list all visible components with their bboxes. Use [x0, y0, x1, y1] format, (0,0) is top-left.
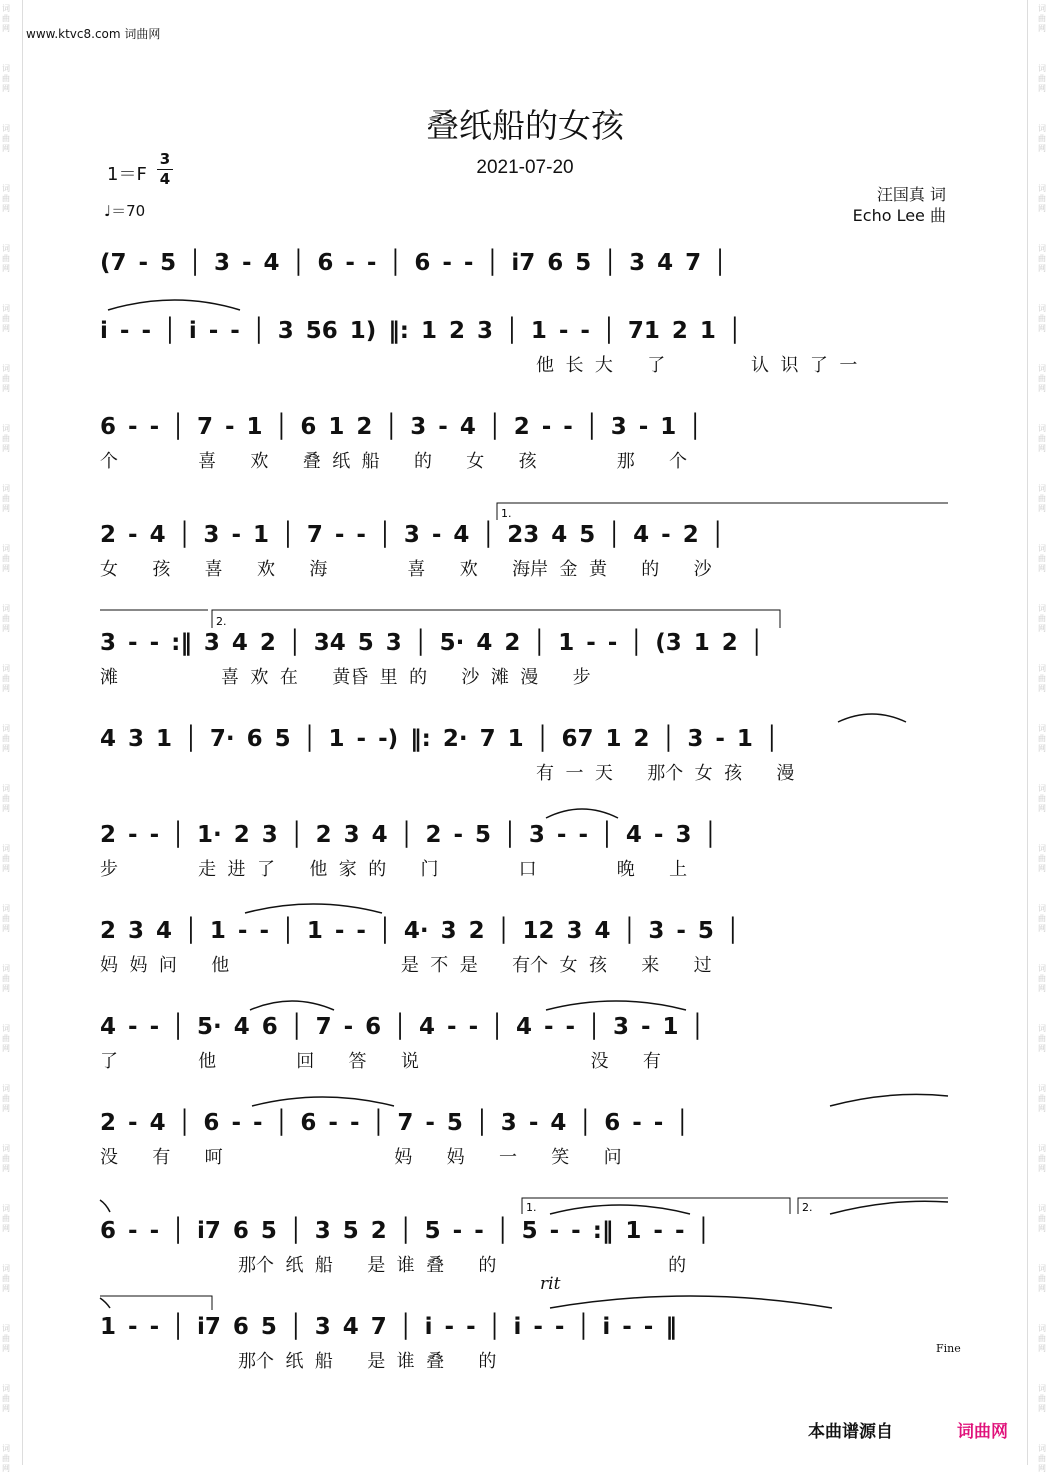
watermark-char: 曲 [2, 974, 10, 983]
watermark-char: 曲 [1038, 1394, 1046, 1403]
watermark-char: 网 [2, 1104, 10, 1113]
watermark-char: 词 [1038, 424, 1046, 433]
watermark-char: 网 [2, 1404, 10, 1413]
watermark-char: 网 [1038, 864, 1046, 873]
watermark-char: 网 [1038, 1404, 1046, 1413]
watermark-char: 词 [2, 1084, 10, 1093]
watermark-char: 网 [2, 324, 10, 333]
notation-line: 2 - 4 │ 3 - 1 │ 7 - - │ 3 - 4 │ 23 4 5 │ 4 - 2 │ [100, 522, 725, 548]
watermark-char: 词 [1038, 1324, 1046, 1333]
watermark-char: 词 [1038, 904, 1046, 913]
watermark-char: 网 [1038, 1344, 1046, 1353]
watermark-char: 词 [1038, 364, 1046, 373]
watermark-char: 网 [1038, 1044, 1046, 1053]
watermark-char: 曲 [2, 1034, 10, 1043]
watermark-char: 词 [2, 1144, 10, 1153]
watermark-char: 网 [1038, 1224, 1046, 1233]
watermark-char: 曲 [1038, 254, 1046, 263]
watermark-char: 曲 [2, 1154, 10, 1163]
watermark-char: 曲 [1038, 674, 1046, 683]
watermark-char: 网 [2, 84, 10, 93]
watermark-char: 网 [2, 264, 10, 273]
watermark-char: 词 [1038, 64, 1046, 73]
notation-line: 4 - - │ 5· 4 6 │ 7 - 6 │ 4 - - │ 4 - - │ 3 - 1 │ [100, 1014, 705, 1040]
watermark-char: 词 [1038, 544, 1046, 553]
watermark-char: 曲 [1038, 1454, 1046, 1463]
watermark-char: 网 [1038, 504, 1046, 513]
tempo-mark: ♩＝70 [104, 202, 146, 220]
lyric-line: 那个 纸 船 是 谁 叠 的 的 [238, 1255, 687, 1276]
notation-line: 2 - 4 │ 6 - - │ 6 - - │ 7 - 5 │ 3 - 4 │ 6 - - │ [100, 1110, 690, 1136]
notation-line: 4 3 1 │ 7· 6 5 │ 1 - -) ‖: 2· 7 1 │ 67 1 2 │ 3 - 1 │ [100, 726, 779, 752]
watermark-char: 网 [2, 924, 10, 933]
composer: Echo Lee 曲 [852, 206, 946, 225]
notation-line: 3 - - :‖ 3 4 2 │ 34 5 3 │ 5· 4 2 │ 1 - - │ (3 1 2 │ [100, 630, 764, 656]
song-date: 2021-07-20 [476, 157, 574, 178]
watermark-char: 网 [2, 1044, 10, 1053]
watermark-char: 词 [1038, 784, 1046, 793]
lyric-line: 有 一 天 那个 女 孩 漫 [536, 763, 795, 784]
watermark-char: 网 [1038, 1284, 1046, 1293]
watermark-char: 网 [1038, 1164, 1046, 1173]
watermark-char: 曲 [1038, 1154, 1046, 1163]
watermark-char: 曲 [1038, 854, 1046, 863]
watermark-char: 网 [2, 624, 10, 633]
watermark-char: 网 [2, 804, 10, 813]
watermark-char: 曲 [2, 614, 10, 623]
lyric-line: 那个 纸 船 是 谁 叠 的 [238, 1351, 497, 1372]
watermark-char: 网 [1038, 924, 1046, 933]
svg-text:2.: 2. [216, 615, 227, 628]
notation-line: 2 3 4 │ 1 - - │ 1 - - │ 4· 3 2 │ 12 3 4 │ 3 - 5 │ [100, 918, 740, 944]
watermark-char: 网 [2, 864, 10, 873]
watermark-char: 曲 [2, 74, 10, 83]
watermark-char: 曲 [2, 734, 10, 743]
watermark-char: 网 [2, 1224, 10, 1233]
svg-text:1.: 1. [526, 1201, 537, 1214]
watermark-char: 曲 [1038, 494, 1046, 503]
watermark-char: 词 [2, 784, 10, 793]
watermark-char: 曲 [1038, 614, 1046, 623]
watermark-char: 词 [2, 1024, 10, 1033]
watermark-char: 曲 [2, 314, 10, 323]
watermark-char: 网 [1038, 1104, 1046, 1113]
watermark-char: 词 [1038, 1144, 1046, 1153]
watermark-char: 网 [2, 984, 10, 993]
site-url[interactable]: www.ktvc8.com 词曲网 [26, 27, 161, 41]
watermark-char: 词 [1038, 604, 1046, 613]
watermark-char: 网 [2, 24, 10, 33]
watermark-char: 词 [2, 1204, 10, 1213]
watermark-char: 词 [2, 364, 10, 373]
svg-text:1.: 1. [501, 507, 512, 520]
watermark-char: 曲 [1038, 194, 1046, 203]
watermark-char: 词 [1038, 304, 1046, 313]
watermark-char: 曲 [1038, 794, 1046, 803]
song-title: 叠纸船的女孩 [426, 106, 624, 145]
watermark-char: 网 [1038, 24, 1046, 33]
lyric-line: 女 孩 喜 欢 海 喜 欢 海岸 金 黄 的 沙 [100, 559, 712, 580]
watermark-char: 网 [2, 744, 10, 753]
time-bottom: 4 [159, 170, 171, 188]
fine-mark: Fine [936, 1342, 961, 1355]
watermark-char: 网 [1038, 324, 1046, 333]
watermark-char: 词 [1038, 1384, 1046, 1393]
watermark-char: 曲 [1038, 74, 1046, 83]
rit-mark: rit [540, 1274, 561, 1294]
watermark-char: 网 [2, 384, 10, 393]
watermark-char: 网 [1038, 684, 1046, 693]
watermark-char: 词 [2, 1384, 10, 1393]
watermark-char: 网 [2, 144, 10, 153]
watermark-char: 网 [2, 1164, 10, 1173]
watermark-char: 词 [2, 304, 10, 313]
watermark-char: 曲 [2, 1214, 10, 1223]
watermark-char: 词 [2, 964, 10, 973]
notation-line: 2 - - │ 1· 2 3 │ 2 3 4 │ 2 - 5 │ 3 - - │ 4 - 3 │ [100, 822, 718, 848]
watermark-char: 词 [2, 724, 10, 733]
lyric-line: 没 有 呵 妈 妈 一 笑 问 [100, 1147, 622, 1168]
watermark-char: 词 [2, 64, 10, 73]
watermark-char: 曲 [2, 854, 10, 863]
watermark-char: 词 [1038, 724, 1046, 733]
watermark-char: 词 [2, 664, 10, 673]
watermark-char: 曲 [1038, 434, 1046, 443]
watermark-char: 词 [1038, 484, 1046, 493]
watermark-char: 词 [2, 1264, 10, 1273]
watermark-char: 网 [2, 504, 10, 513]
watermark-char: 曲 [2, 554, 10, 563]
watermark-char: 曲 [1038, 134, 1046, 143]
lyric-line: 了 他 回 答 说 没 有 [100, 1051, 661, 1072]
watermark-char: 曲 [2, 194, 10, 203]
watermark-char: 词 [2, 604, 10, 613]
watermark-char: 词 [2, 484, 10, 493]
watermark-char: 词 [2, 4, 10, 13]
watermark-char: 词 [1038, 664, 1046, 673]
watermark-char: 词 [2, 1444, 10, 1453]
footer-source: 本曲谱源自 [808, 1422, 893, 1442]
watermark-char: 曲 [2, 494, 10, 503]
watermark-char: 词 [2, 424, 10, 433]
watermark-char: 词 [1038, 1264, 1046, 1273]
watermark-char: 曲 [2, 794, 10, 803]
watermark-char: 词 [2, 244, 10, 253]
watermark-char: 网 [1038, 264, 1046, 273]
watermark-char: 词 [2, 844, 10, 853]
watermark-char: 曲 [2, 254, 10, 263]
lyric-line: 他 长 大 了 认 识 了 一 [536, 355, 858, 376]
watermark-char: 词 [1038, 1084, 1046, 1093]
watermark-char: 词 [1038, 124, 1046, 133]
watermark-char: 网 [1038, 1464, 1046, 1473]
watermark-char: 曲 [1038, 914, 1046, 923]
watermark-char: 网 [2, 1284, 10, 1293]
watermark-char: 词 [1038, 244, 1046, 253]
watermark-char: 曲 [1038, 974, 1046, 983]
watermark-char: 曲 [2, 1394, 10, 1403]
watermark-char: 词 [2, 184, 10, 193]
watermark-char: 词 [1038, 4, 1046, 13]
notation-line: i - - │ i - - │ 3 56 1) ‖: 1 2 3 │ 1 - - │ 71 2 1 │ [100, 318, 742, 344]
watermark-char: 词 [2, 544, 10, 553]
watermark-char: 曲 [1038, 314, 1046, 323]
watermark-char: 网 [2, 204, 10, 213]
watermark-char: 曲 [2, 1094, 10, 1103]
watermark-char: 网 [2, 1464, 10, 1473]
watermark-char: 曲 [2, 374, 10, 383]
lyric-line: 个 喜 欢 叠 纸 船 的 女 孩 那 个 [100, 451, 688, 472]
key-signature: 1＝F [107, 164, 147, 185]
watermark-char: 词 [1038, 1024, 1046, 1033]
watermark-char: 网 [1038, 84, 1046, 93]
watermark-char: 曲 [1038, 1334, 1046, 1343]
watermark-char: 曲 [1038, 1034, 1046, 1043]
watermark-char: 词 [1038, 1204, 1046, 1213]
watermark-char: 词 [1038, 964, 1046, 973]
watermark-char: 网 [1038, 624, 1046, 633]
lyric-line: 滩 喜 欢 在 黄昏 里 的 沙 滩 漫 步 [100, 667, 591, 688]
watermark-char: 曲 [1038, 1094, 1046, 1103]
watermark-char: 网 [1038, 204, 1046, 213]
watermark-char: 曲 [2, 134, 10, 143]
watermark-char: 曲 [2, 674, 10, 683]
watermark-char: 曲 [1038, 734, 1046, 743]
watermark-char: 曲 [1038, 554, 1046, 563]
notation-line: 1 - - │ i7 6 5 │ 3 4 7 │ i - - │ i - - │ i - - ‖ [100, 1314, 677, 1340]
watermark-char: 曲 [1038, 374, 1046, 383]
notation-line: (7 - 5 │ 3 - 4 │ 6 - - │ 6 - - │ i7 6 5 │ 3 4 7 │ [100, 250, 727, 276]
watermark-char: 网 [1038, 804, 1046, 813]
watermark-char: 词 [1038, 1444, 1046, 1453]
lyric-line: 步 走 进 了 他 家 的 门 口 晚 上 [100, 859, 688, 880]
watermark-char: 网 [2, 444, 10, 453]
svg-text:2.: 2. [802, 1201, 813, 1214]
watermark-char: 曲 [2, 1274, 10, 1283]
watermark-char: 曲 [1038, 1214, 1046, 1223]
watermark-char: 网 [1038, 564, 1046, 573]
watermark-char: 网 [1038, 144, 1046, 153]
footer-site[interactable]: 词曲网 [957, 1422, 1008, 1442]
time-top: 3 [159, 150, 171, 168]
watermark-char: 曲 [1038, 1274, 1046, 1283]
notation-line: 6 - - │ i7 6 5 │ 3 5 2 │ 5 - - │ 5 - - :‖ 1 - - │ [100, 1218, 711, 1244]
watermark-char: 网 [1038, 444, 1046, 453]
watermark-char: 曲 [2, 14, 10, 23]
watermark-char: 词 [2, 904, 10, 913]
watermark-char: 曲 [2, 434, 10, 443]
watermark-char: 曲 [2, 1454, 10, 1463]
watermark-char: 词 [2, 124, 10, 133]
notation-line: 6 - - │ 7 - 1 │ 6 1 2 │ 3 - 4 │ 2 - - │ 3 - 1 │ [100, 414, 703, 440]
watermark-char: 词 [1038, 184, 1046, 193]
lyricist: 汪国真 词 [876, 185, 946, 204]
watermark-char: 网 [1038, 384, 1046, 393]
watermark-char: 曲 [2, 914, 10, 923]
watermark-char: 曲 [2, 1334, 10, 1343]
watermark-char: 网 [2, 564, 10, 573]
watermark-char: 词 [1038, 844, 1046, 853]
watermark-char: 网 [2, 684, 10, 693]
watermark-char: 网 [2, 1344, 10, 1353]
lyric-line: 妈 妈 问 他 是 不 是 有个 女 孩 来 过 [100, 955, 712, 976]
watermark-char: 网 [1038, 744, 1046, 753]
watermark-char: 词 [2, 1324, 10, 1333]
watermark-char: 曲 [1038, 14, 1046, 23]
watermark-char: 网 [1038, 984, 1046, 993]
